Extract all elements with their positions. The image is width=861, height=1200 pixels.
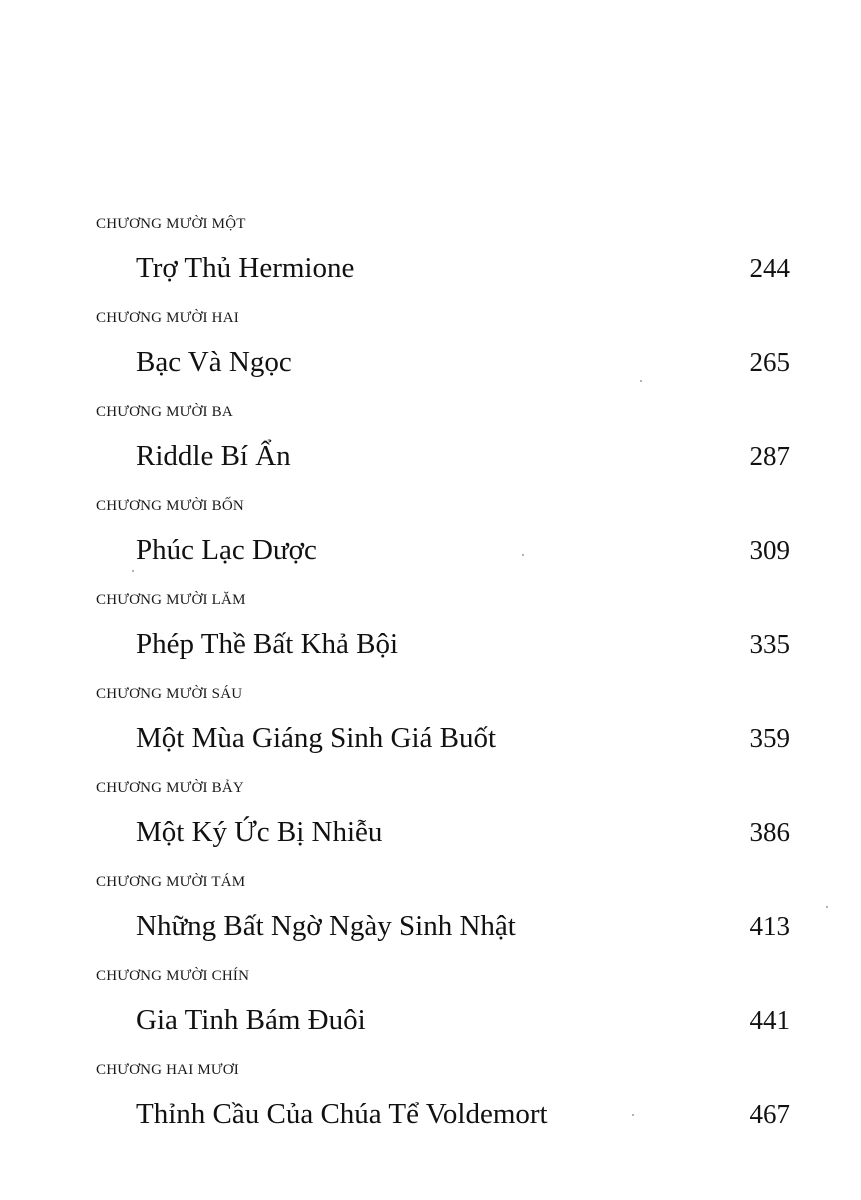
scan-speck <box>826 906 828 908</box>
chapter-label: CHƯƠNG MƯỜI LĂM <box>96 592 246 608</box>
chapter-label: CHƯƠNG MƯỜI TÁM <box>96 874 246 890</box>
page-number: 244 <box>749 253 790 283</box>
chapter-title: Thỉnh Cầu Của Chúa Tể Voldemort <box>136 1098 548 1130</box>
toc-entry <box>96 214 796 292</box>
toc-entry <box>96 496 796 574</box>
page-number: 386 <box>749 817 790 847</box>
page-number: 359 <box>749 723 790 753</box>
toc-entry <box>96 684 796 762</box>
page-number: 441 <box>749 1005 790 1035</box>
chapter-title: Bạc Và Ngọc <box>136 346 292 378</box>
title-row <box>96 436 796 480</box>
title-row <box>96 906 796 950</box>
toc-entry <box>96 778 796 856</box>
toc-entry <box>96 590 796 668</box>
chapter-title: Riddle Bí Ẩn <box>136 440 291 472</box>
chapter-title: Một Ký Ức Bị Nhiễu <box>136 816 383 848</box>
scan-speck <box>632 1114 634 1116</box>
title-row <box>96 812 796 856</box>
title-row <box>96 1000 796 1044</box>
page-number: 467 <box>749 1099 790 1129</box>
title-row <box>96 530 796 574</box>
scan-speck <box>132 570 134 572</box>
title-row <box>96 248 796 292</box>
page-number: 413 <box>749 911 790 941</box>
title-row <box>96 1094 796 1138</box>
title-row <box>96 718 796 762</box>
toc-entry <box>96 966 796 1044</box>
chapter-title: Một Mùa Giáng Sinh Giá Buốt <box>136 722 497 754</box>
chapter-title: Gia Tinh Bám Đuôi <box>136 1004 366 1036</box>
chapter-label: CHƯƠNG MƯỜI CHÍN <box>96 968 250 984</box>
toc-entry <box>96 308 796 386</box>
chapter-label: CHƯƠNG MƯỜI BA <box>96 404 233 420</box>
chapter-label: CHƯƠNG MƯỜI HAI <box>96 310 239 326</box>
title-row <box>96 342 796 386</box>
chapter-title: Những Bất Ngờ Ngày Sinh Nhật <box>136 910 516 942</box>
chapter-label: CHƯƠNG HAI MƯƠI <box>96 1062 239 1078</box>
scan-speck <box>640 380 642 382</box>
page-number: 309 <box>749 535 790 565</box>
page-number: 287 <box>749 441 790 471</box>
chapter-label: CHƯƠNG MƯỜI SÁU <box>96 686 243 702</box>
toc-entry <box>96 1060 796 1138</box>
page-number: 265 <box>749 347 790 377</box>
chapter-label: CHƯƠNG MƯỜI BẢY <box>96 780 244 796</box>
page-number: 335 <box>749 629 790 659</box>
chapter-title: Phép Thề Bất Khả Bội <box>136 628 399 660</box>
scan-speck <box>522 554 524 556</box>
chapter-title: Phúc Lạc Dược <box>136 534 317 566</box>
toc-entry <box>96 402 796 480</box>
chapter-label: CHƯƠNG MƯỜI MỘT <box>96 216 246 232</box>
toc-entry <box>96 872 796 950</box>
chapter-title: Trợ Thủ Hermione <box>136 252 355 284</box>
title-row <box>96 624 796 668</box>
chapter-label: CHƯƠNG MƯỜI BỐN <box>96 498 244 514</box>
